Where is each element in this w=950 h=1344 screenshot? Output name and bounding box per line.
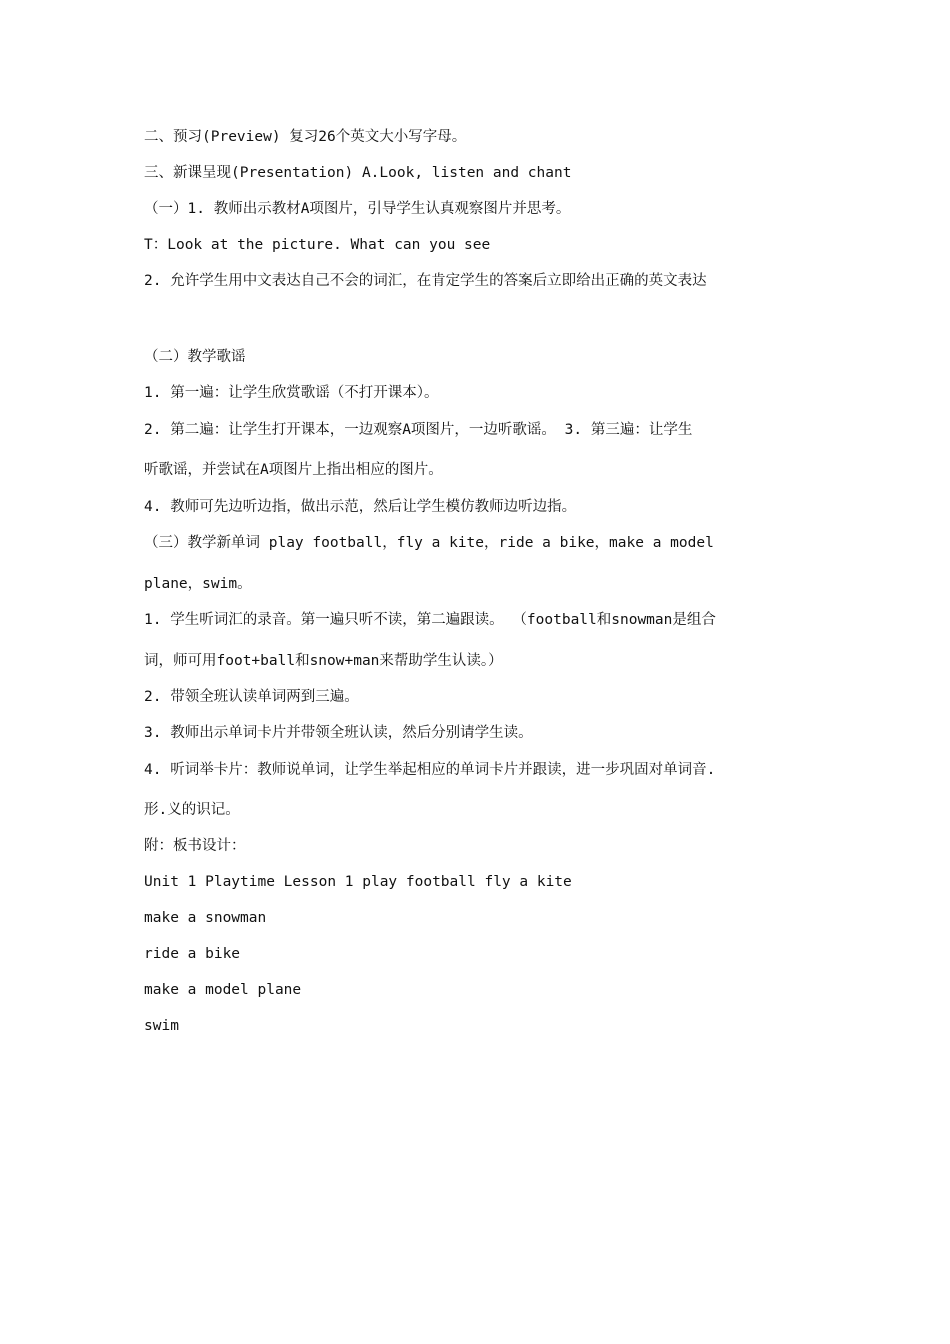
presentation-heading: 三、新课呈现(Presentation) A.Look, listen and chant [144, 165, 572, 181]
words-step-4: 4. 听词举卡片：教师说单词，让学生举起相应的单词卡片并跟读，进一步巩固对单词音. [144, 762, 716, 778]
step-two-line: 2. 允许学生用中文表达自己不会的词汇，在肯定学生的答案后立即给出正确的英文表达 [144, 273, 707, 289]
board-line-4: make a model plane [144, 982, 302, 998]
teacher-question-line: T：Look at the picture. What can you see [144, 237, 491, 253]
board-line-3: ride a bike [144, 946, 241, 962]
chant-step-3-cont: 听歌谣，并尝试在A项图片上指出相应的图片。 [144, 462, 443, 478]
step-one-line: （一）1. 教师出示教材A项图片，引导学生认真观察图片并思考。 [144, 201, 571, 217]
chant-step-4: 4. 教师可先边听边指，做出示范，然后让学生模仿教师边听边指。 [144, 499, 577, 515]
words-step-3: 3. 教师出示单词卡片并带领全班认读，然后分别请学生读。 [144, 725, 533, 741]
preview-heading: 二、预习(Preview) 复习26个英文大小写字母。 [144, 129, 467, 145]
words-step-4-cont: 形.义的识记。 [144, 802, 240, 818]
board-line-2: make a snowman [144, 910, 267, 926]
chant-heading: （二）教学歌谣 [144, 349, 246, 365]
words-step-2: 2. 带领全班认读单词两到三遍。 [144, 689, 359, 705]
board-design-heading: 附：板书设计： [144, 838, 246, 854]
new-words-heading-cont: plane，swim。 [144, 576, 252, 592]
words-step-1-cont: 词，师可用foot+ball和snow+man来帮助学生认读。） [144, 653, 503, 669]
chant-step-1: 1. 第一遍：让学生欣赏歌谣（不打开课本）。 [144, 385, 439, 401]
words-step-1: 1. 学生听词汇的录音。第一遍只听不读，第二遍跟读。 （football和snowman是组合 [144, 612, 716, 628]
new-words-heading: （三）教学新单词 play football，fly a kite，ride a bike，make a model [144, 535, 714, 551]
chant-step-2-3: 2. 第二遍：让学生打开课本，一边观察A项图片，一边听歌谣。 3. 第三遍：让学生 [144, 422, 693, 438]
board-line-1: Unit 1 Playtime Lesson 1 play football fly a kite [144, 874, 572, 890]
board-line-5: swim [144, 1018, 179, 1034]
